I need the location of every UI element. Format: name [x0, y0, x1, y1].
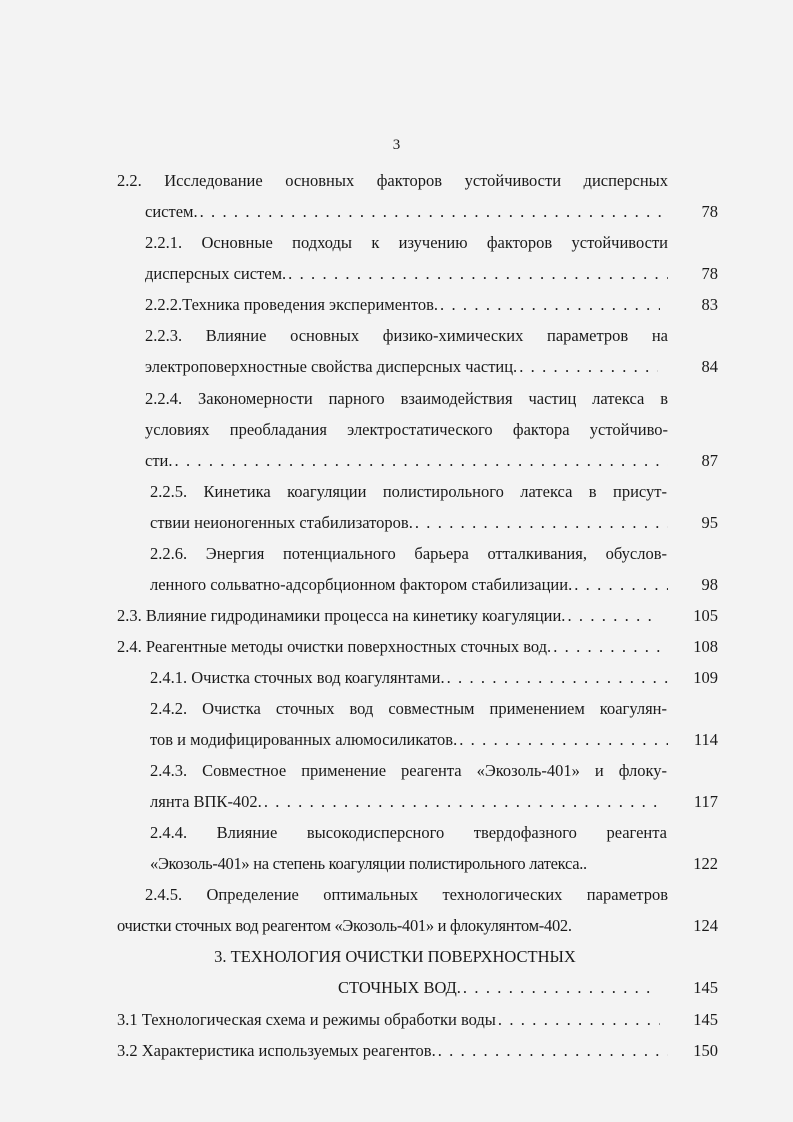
toc-page-number: 78	[701, 202, 718, 221]
toc-page-number: 122	[693, 854, 718, 873]
toc-entry-3-1	[117, 1007, 660, 1033]
toc-entry-2-2-4-line2: условиях преобладания электростатического фактора устойчиво-	[145, 420, 668, 439]
dot-leader	[572, 572, 668, 598]
toc-entry-2-2-4-line1: 2.2.4. Закономерности парного взаимодействия частиц латекса в	[145, 389, 668, 408]
toc-entry-2-2-4-line3	[145, 448, 668, 474]
toc-entry-text: 3.2 Характеристика используемых реагентов.	[117, 1041, 436, 1060]
toc-page-number: 117	[693, 792, 718, 811]
toc-page-number: 87	[701, 451, 718, 470]
dot-leader	[445, 665, 668, 691]
dot-leader	[262, 789, 665, 815]
dot-leader	[517, 354, 658, 380]
dot-leader	[173, 448, 669, 474]
toc-entry-2-4	[117, 634, 660, 660]
chapter-3-heading-line2	[338, 975, 658, 1001]
toc-page-number: 114	[693, 730, 718, 749]
chapter-3-heading-line1: 3. ТЕХНОЛОГИЯ ОЧИСТКИ ПОВЕРХНОСТНЫХ	[214, 947, 576, 966]
page-number: 3	[392, 137, 401, 153]
toc-entry-2-2-6-line2	[150, 572, 668, 598]
toc-entry-2-4-3-line2	[150, 789, 665, 815]
toc-entry-2-4-2-line2	[150, 727, 668, 753]
toc-page-number: 145	[693, 1010, 718, 1029]
toc-entry-text: тов и модифицированных алюмосиликатов.	[150, 730, 458, 749]
dot-leader	[198, 199, 668, 225]
toc-page-number: 84	[701, 357, 718, 376]
toc-entry-2-4-5-line1: 2.4.5. Определение оптимальных технологических параметров	[145, 885, 668, 904]
dot-leader	[461, 975, 658, 1001]
toc-entry-2-2-5-line1: 2.2.5. Кинетика коагуляции полистирольного латекса в присут-	[150, 482, 667, 501]
toc-entry-2-2-3-line1: 2.2.3. Влияние основных физико-химических параметров на	[145, 326, 668, 345]
toc-entry-text: лянта ВПК-402.	[150, 792, 262, 811]
toc-page-number: 105	[693, 606, 718, 625]
toc-entry-2-4-3-line1: 2.4.3. Совместное применение реагента «Экозоль-401» и флоку-	[150, 761, 667, 780]
toc-entry-2-4-4-line1: 2.4.4. Влияние высокодисперсного твердофазного реагента	[150, 823, 667, 842]
dot-leader	[551, 634, 660, 660]
toc-page-number: 83	[701, 295, 718, 314]
toc-entry-3-2	[117, 1038, 668, 1064]
toc-entry-text: 2.4.1. Очистка сточных вод коагулянтами.	[150, 668, 445, 687]
toc-entry-text: ленного сольватно-адсорбционном фактором стабилизации.	[150, 575, 573, 594]
toc-page-number: 109	[693, 668, 718, 687]
toc-entry-2-4-1	[150, 665, 668, 691]
toc-entry-2-4-4-line2: «Экозоль-401» на степень коагуляции полистирольного латекса..	[150, 854, 587, 873]
toc-page-number: 145	[693, 978, 718, 997]
toc-page-number: 95	[701, 513, 718, 532]
dot-leader	[496, 1007, 660, 1033]
toc-entry-2-2-line1: 2.2. Исследование основных факторов устойчивости дисперсных	[117, 171, 668, 190]
toc-entry-text: сти.	[145, 451, 173, 470]
toc-entry-2-2-5-line2	[150, 510, 668, 536]
toc-entry-text: систем.	[145, 202, 198, 221]
toc-entry-text: электроповерхностные свойства дисперсных частиц.	[145, 357, 518, 376]
toc-entry-2-4-5-line2: очистки сточных вод реагентом «Экозоль-401» и флокулянтом-402.	[117, 916, 572, 935]
toc-entry-2-2-3-line2	[145, 354, 658, 380]
toc-entry-text: дисперсных систем.	[145, 264, 287, 283]
toc-entry-text: 2.4. Реагентные методы очистки поверхностных сточных вод.	[117, 637, 552, 656]
toc-entry-text: 2.2.2.Техника проведения экспериментов.	[145, 295, 439, 314]
toc-entry-2-4-2-line1: 2.4.2. Очистка сточных вод совместным применением коагулян-	[150, 699, 667, 718]
dot-leader	[436, 1038, 668, 1064]
dot-leader	[413, 510, 668, 536]
toc-entry-text: ствии неионогенных стабилизаторов.	[150, 513, 413, 532]
toc-page-number: 124	[693, 916, 718, 935]
toc-entry-text: 3.1 Технологическая схема и режимы обработки воды	[117, 1010, 496, 1029]
toc-entry-2-2-6-line1: 2.2.6. Энергия потенциального барьера отталкивания, обуслов-	[150, 544, 667, 563]
toc-entry-2-2-2	[145, 292, 660, 318]
toc-entry-text: СТОЧНЫХ ВОД.	[338, 978, 461, 997]
toc-entry-2-2-1-line1: 2.2.1. Основные подходы к изучению факторов устойчивости	[145, 233, 668, 252]
toc-page-number: 108	[693, 637, 718, 656]
toc-page-number: 150	[693, 1041, 718, 1060]
dot-leader	[457, 727, 668, 753]
toc-page-number: 98	[701, 575, 718, 594]
dot-leader	[438, 292, 660, 318]
toc-page-number: 78	[701, 264, 718, 283]
dot-leader	[286, 261, 668, 287]
dot-leader	[565, 603, 660, 629]
toc-entry-text: 2.3. Влияние гидродинамики процесса на кинетику коагуляции.	[117, 606, 566, 625]
toc-entry-2-2-line2	[145, 199, 668, 225]
toc-entry-2-3	[117, 603, 660, 629]
toc-entry-2-2-1-line2	[145, 261, 668, 287]
